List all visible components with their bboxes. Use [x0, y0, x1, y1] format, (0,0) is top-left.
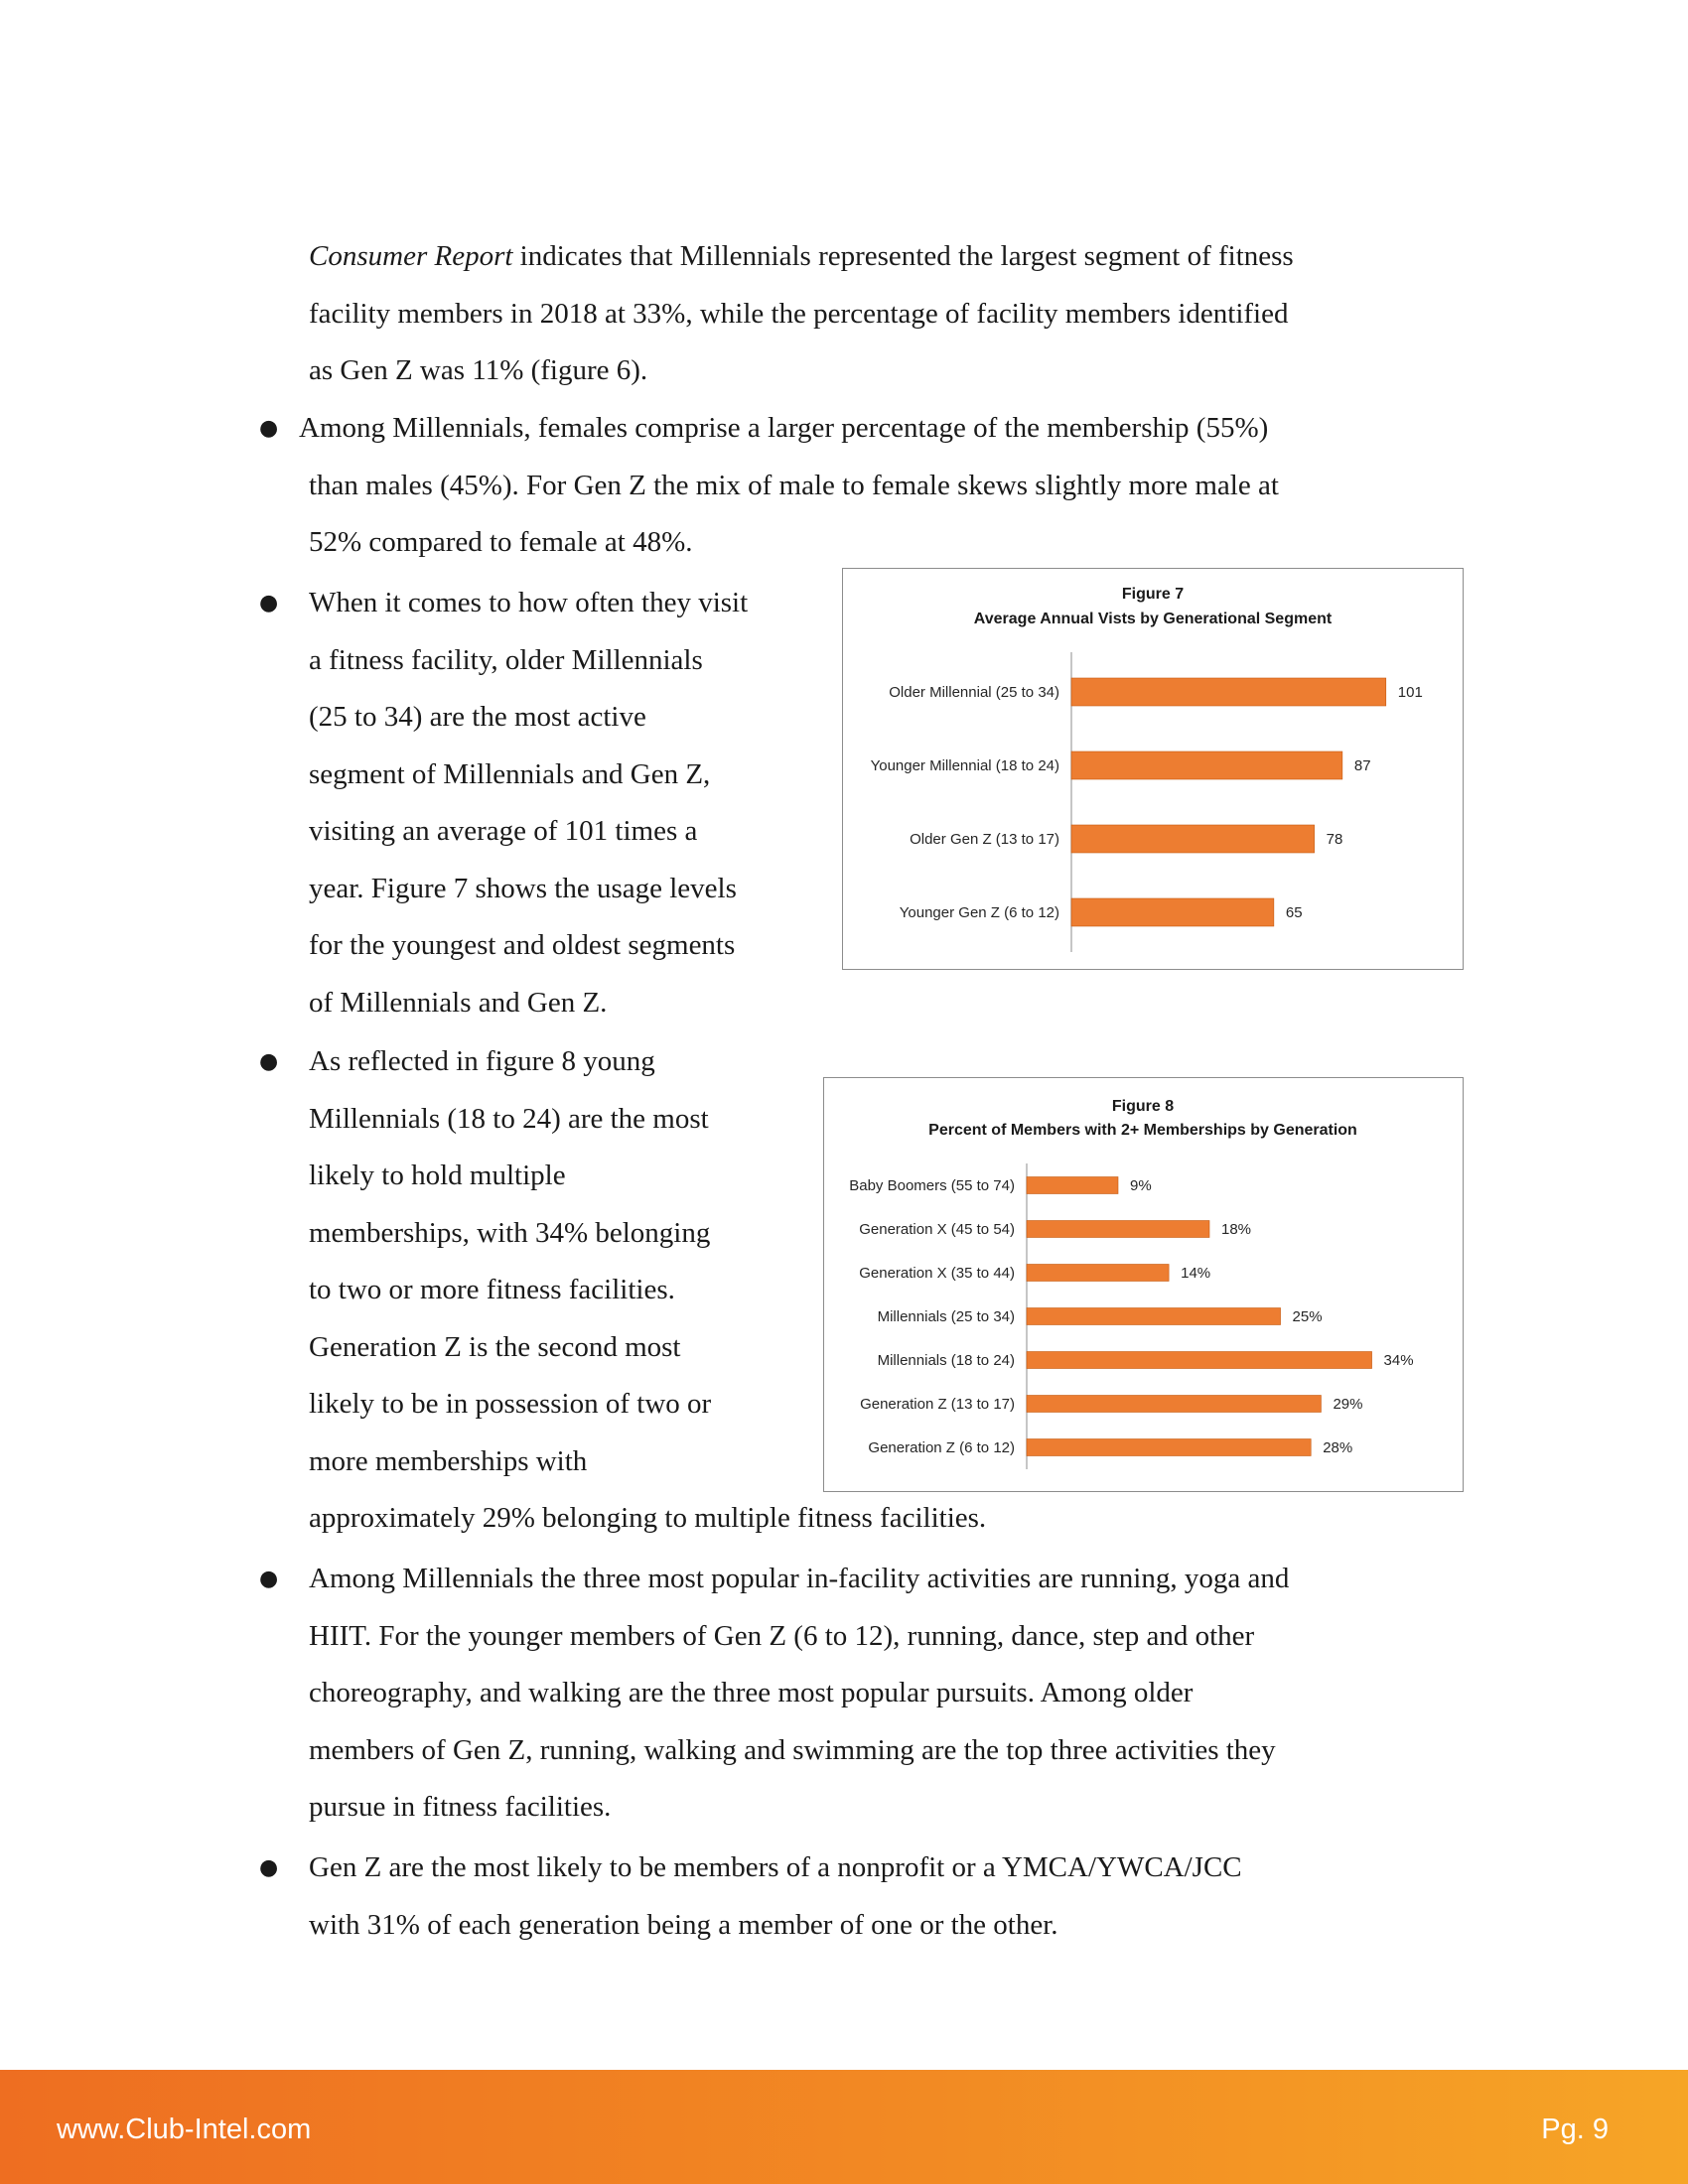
text-line: Among Millennials, females comprise a larger percentage of the membership (55%) [299, 412, 1269, 444]
figure-8-chart [823, 1077, 1464, 1492]
category-label: Generation Z (6 to 12) [868, 1439, 1015, 1456]
text-line: than males (45%). For Gen Z the mix of male to female skews slightly more male at [309, 469, 1279, 501]
data-label: 28% [1323, 1439, 1353, 1456]
bullet-marker: ● [259, 1049, 279, 1074]
category-label: Generation X (45 to 54) [859, 1221, 1015, 1238]
bullet-popular-activities [309, 1551, 1289, 1837]
data-label: 29% [1333, 1396, 1363, 1413]
bar [1027, 1221, 1209, 1238]
figure-7-chart [842, 568, 1464, 970]
text-line: members of Gen Z, running, walking and swimming are the top three activities they [309, 1733, 1276, 1766]
chart-subtitle: Percent of Members with 2+ Memberships by Generation [928, 1122, 1357, 1139]
bar [1071, 898, 1274, 926]
text-line: Generation Z is the second most [309, 1330, 681, 1363]
data-label: 14% [1181, 1265, 1211, 1282]
category-label: Millennials (18 to 24) [877, 1352, 1015, 1369]
bullet-marker: ● [259, 591, 279, 615]
text-line: (25 to 34) are the most active [309, 701, 646, 733]
text-line: as Gen Z was 11% (figure 6). [309, 354, 648, 386]
text-line: of Millennials and Gen Z. [309, 986, 608, 1019]
bullet-marker: ● [259, 1855, 279, 1880]
text-line: a fitness facility, older Millennials [309, 643, 703, 676]
bar [1027, 1177, 1118, 1194]
bar [1027, 1308, 1281, 1325]
text-line: facility members in 2018 at 33%, while the percentage of facility members identified [309, 297, 1289, 330]
text-line: As reflected in figure 8 young [309, 1045, 655, 1077]
text-line: likely to hold multiple [309, 1160, 566, 1191]
bullet-gender-mix [299, 400, 1279, 572]
figure-7-svg [843, 569, 1463, 969]
category-label: Generation X (35 to 44) [859, 1265, 1015, 1282]
category-label: Older Millennial (25 to 34) [889, 684, 1059, 701]
bar [1027, 1439, 1311, 1456]
bar [1027, 1265, 1169, 1282]
figure-8-svg [824, 1078, 1463, 1491]
bar [1071, 751, 1342, 779]
data-label: 78 [1326, 831, 1343, 848]
text-line: Consumer Report indicates that Millennials represented the largest segment of fitness [309, 240, 1294, 272]
page-footer [0, 2070, 1688, 2184]
text-line: approximately 29% belonging to multiple fitness facilities. [309, 1502, 987, 1534]
data-label: 9% [1130, 1177, 1152, 1194]
text-line: year. Figure 7 shows the usage levels [309, 872, 737, 904]
page-number: Pg. 9 [1541, 2114, 1609, 2145]
category-label: Baby Boomers (55 to 74) [849, 1177, 1015, 1194]
text-line: HIIT. For the younger members of Gen Z (6 to 12), running, dance, step and other [309, 1619, 1255, 1652]
category-label: Younger Millennial (18 to 24) [870, 757, 1059, 774]
data-label: 25% [1292, 1308, 1323, 1325]
category-label: Millennials (25 to 34) [877, 1308, 1015, 1325]
report-title: Consumer Report [309, 240, 513, 272]
data-label: 87 [1353, 757, 1371, 774]
text-line: with 31% of each generation being a member of one or the other. [309, 1908, 1058, 1941]
data-label: 65 [1285, 904, 1303, 921]
category-label: Generation Z (13 to 17) [860, 1396, 1015, 1413]
bar [1071, 825, 1315, 853]
text-line: visiting an average of 101 times a [309, 815, 698, 847]
text-line: Millennials (18 to 24) are the most [309, 1102, 709, 1135]
category-label: Older Gen Z (13 to 17) [910, 831, 1059, 848]
data-label: 101 [1397, 684, 1423, 701]
category-label: Younger Gen Z (6 to 12) [899, 904, 1059, 921]
bar [1027, 1396, 1321, 1413]
bullet-nonprofit-membership [309, 1840, 1242, 1954]
text-line: 52% compared to female at 48%. [309, 526, 693, 558]
text-line: Among Millennials the three most popular in-facility activities are running, yoga and [309, 1563, 1290, 1594]
data-label: 18% [1221, 1221, 1252, 1238]
text-line: pursue in fitness facilities. [309, 1791, 612, 1823]
text-line: Gen Z are the most likely to be members of a nonprofit or a YMCA/YWCA/JCC [309, 1851, 1242, 1883]
paragraph-intro [309, 228, 1294, 400]
chart-subtitle: Average Annual Vists by Generational Segment [973, 611, 1333, 627]
bullet-visit-frequency [309, 575, 748, 1031]
text-line: segment of Millennials and Gen Z, [309, 757, 711, 790]
text-line: choreography, and walking are the three most popular pursuits. Among older [309, 1677, 1194, 1708]
bar [1071, 678, 1386, 706]
footer-website: www.Club-Intel.com [57, 2114, 312, 2145]
bar [1027, 1352, 1372, 1369]
bullet-marker: ● [259, 1567, 279, 1591]
text-line: memberships, with 34% belonging [309, 1216, 711, 1249]
text-line: for the youngest and oldest segments [309, 929, 736, 961]
chart-title: Figure 8 [1111, 1098, 1175, 1115]
text-line: to two or more fitness facilities. [309, 1274, 675, 1305]
text-line: likely to be in possession of two or [309, 1388, 712, 1420]
text-line: more memberships with [309, 1444, 588, 1477]
bullet-marker: ● [259, 416, 279, 441]
text-line: When it comes to how often they visit [309, 587, 749, 618]
chart-title: Figure 7 [1121, 586, 1185, 603]
data-label: 34% [1383, 1352, 1414, 1369]
